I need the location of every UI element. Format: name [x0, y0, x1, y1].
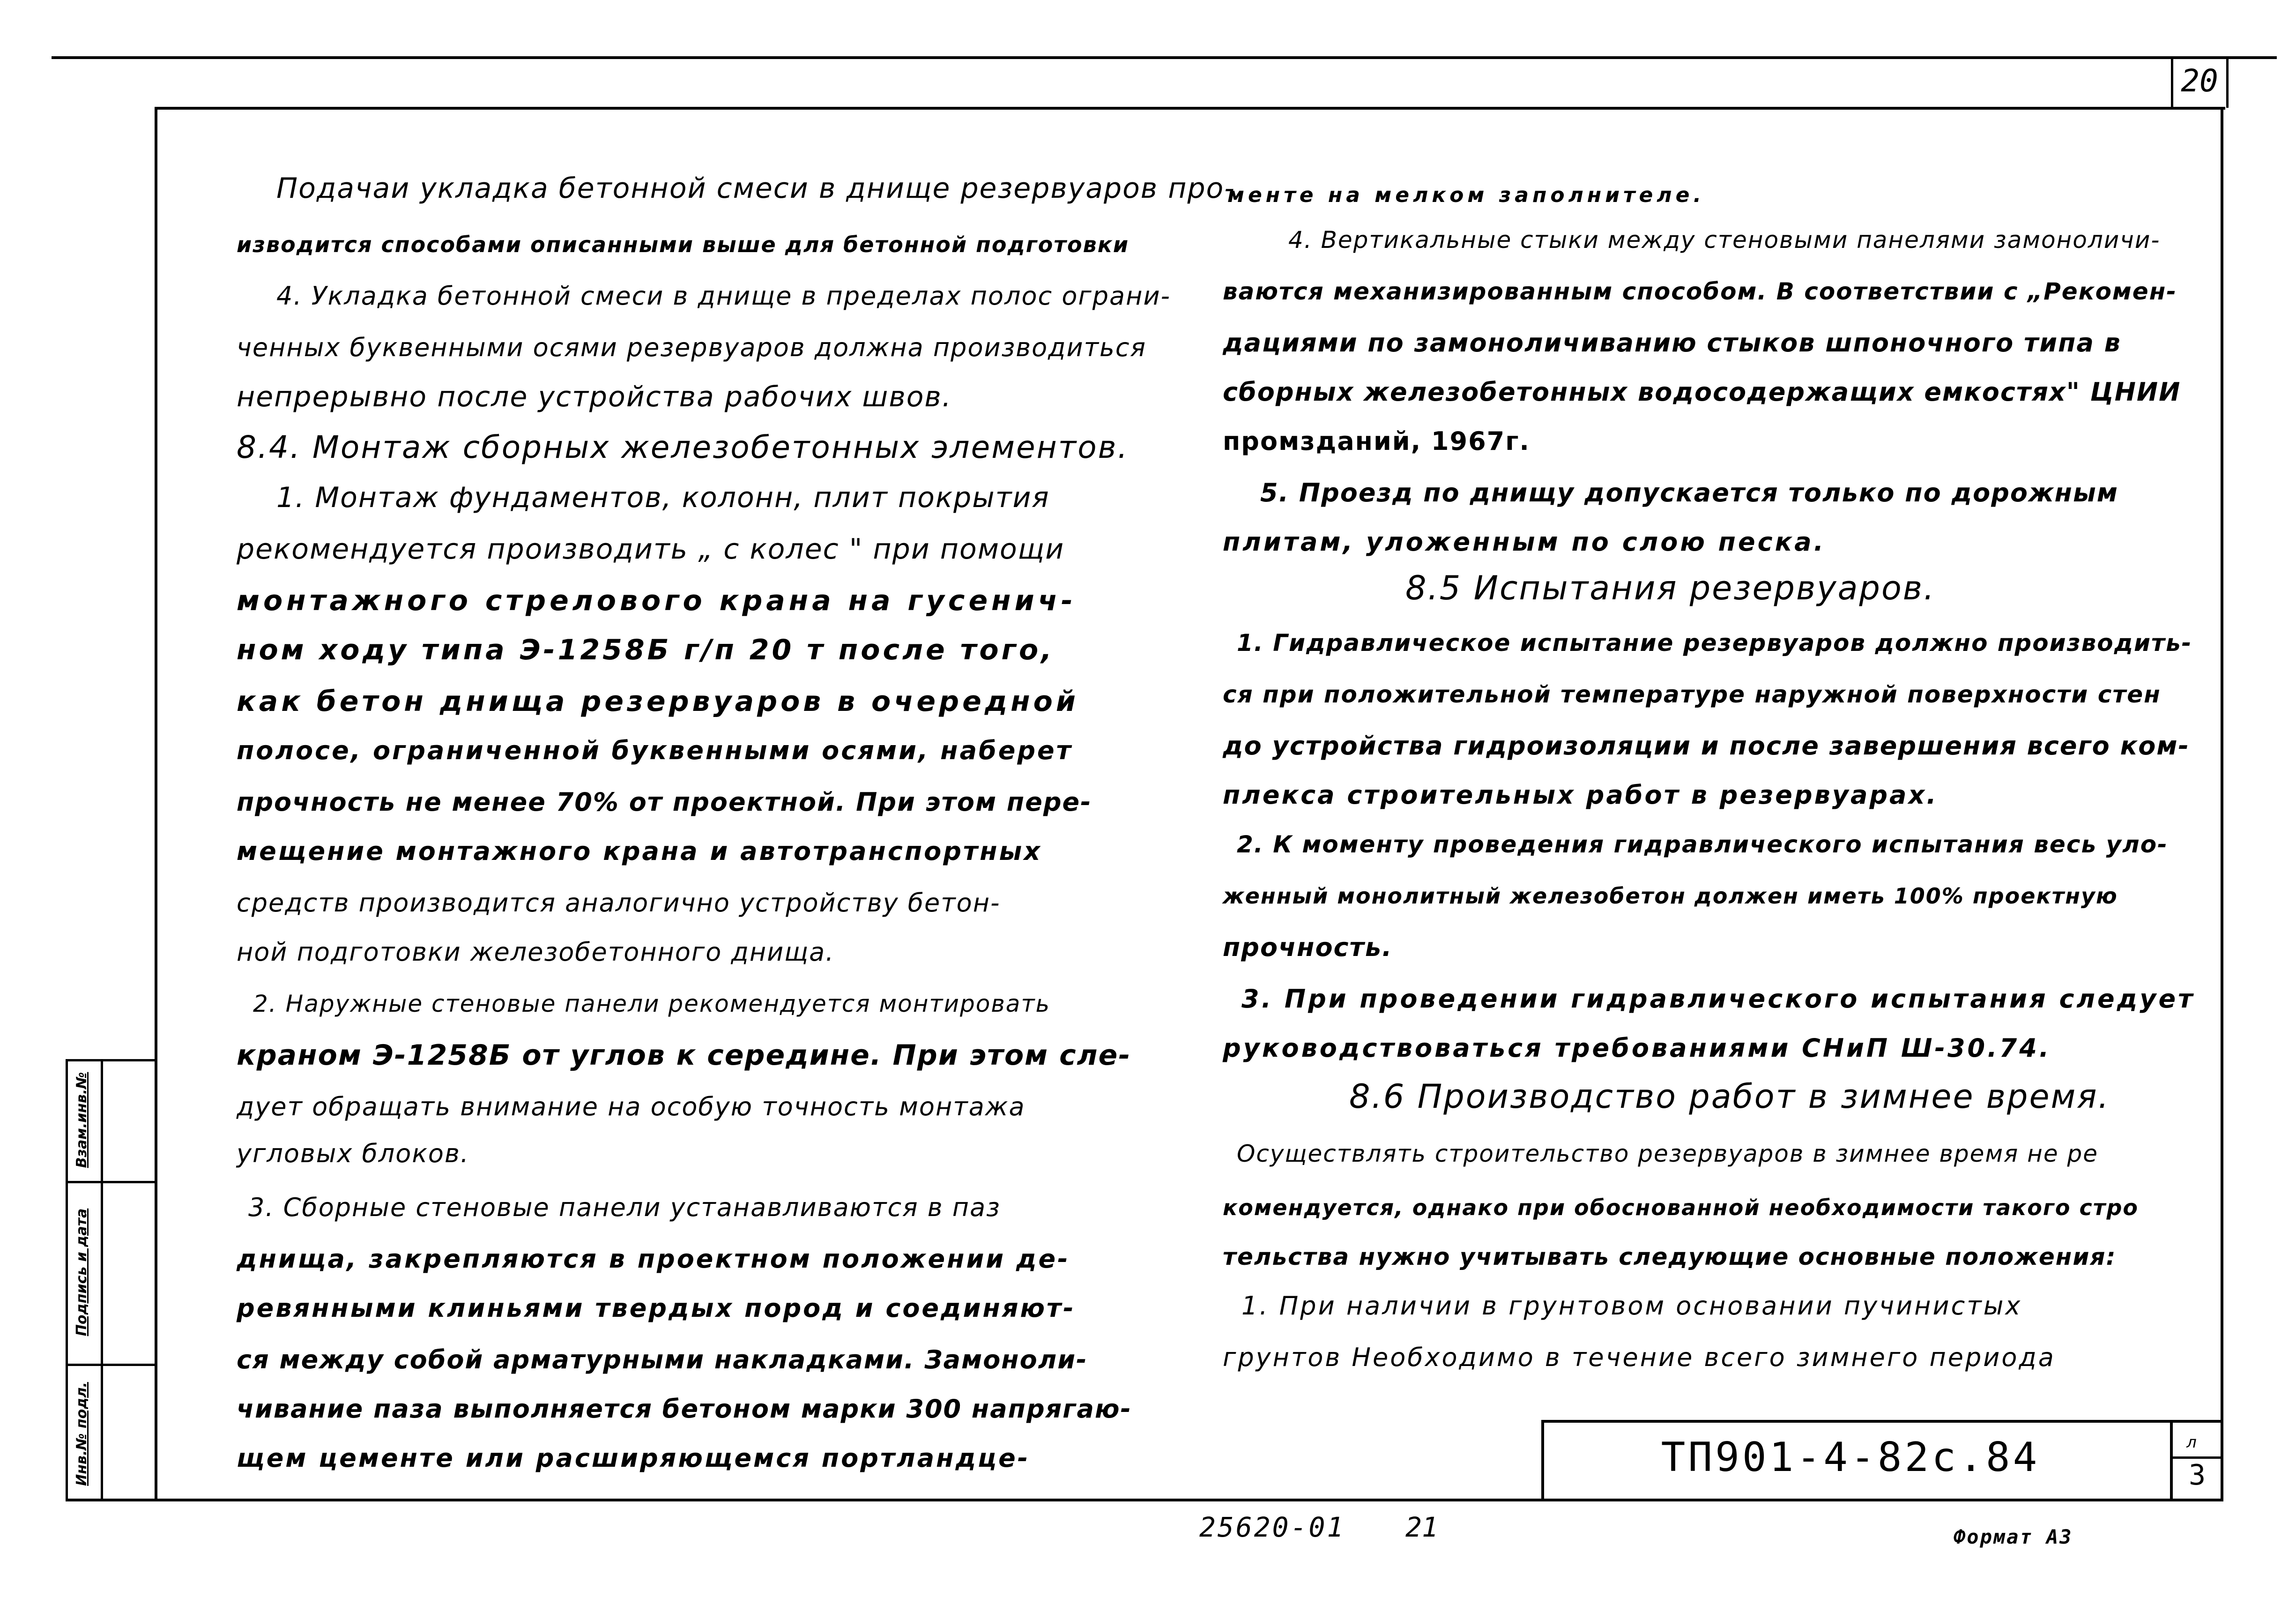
text-line: ваются механизированным способом. В соответствии с „Рекомен- [1223, 278, 2177, 305]
text-line: плитам, уложенным по слою песка. [1223, 527, 1826, 557]
frame-top-border [155, 107, 2225, 110]
section-heading-8-5: 8.5 Испытания резервуаров. [1405, 569, 1936, 607]
document-code: ТП901-4-82с.84 [1661, 1434, 2040, 1481]
text-line: плекса строительных работ в резервуарах. [1223, 780, 1938, 810]
text-line: прочность не менее 70% от проектной. При этом пере- [237, 787, 1092, 817]
page-number: 20 [2181, 63, 2218, 99]
text-line: прочность. [1223, 933, 1393, 962]
side-label-inventory: Инв.№ подл. [74, 1382, 90, 1486]
text-line: тельства нужно учитывать следующие основные положения: [1223, 1243, 2117, 1270]
section-heading-8-6: 8.6 Производство работ в зимнее время. [1349, 1077, 2110, 1116]
text-line: рекомендуется производить „ с колес " при помощи [237, 533, 1065, 566]
frame-right-border [2221, 107, 2223, 1501]
text-line: краном Э-1258Б от углов к середине. При этом сле- [237, 1039, 1131, 1072]
page-number-box-right [2226, 56, 2229, 108]
text-line: 3. Сборные стеновые панели устанавливаются в паз [248, 1193, 1001, 1222]
text-line: женный монолитный железобетон должен иметь 100% проектную [1223, 883, 2118, 909]
text-line: промзданий, 1967г. [1223, 426, 1530, 456]
text-line: дациями по замоноличиванию стыков шпоночного типа в [1223, 328, 2121, 358]
frame-bottom-border [66, 1499, 2223, 1501]
text-line: ся между собой арматурными накладками. Замоноли- [237, 1345, 1088, 1374]
paper-format: Формат А3 [1954, 1525, 2073, 1548]
text-line: полосе, ограниченной буквенными осями, наберет [237, 736, 1073, 765]
text-line: 4. Вертикальные стыки между стеновыми панелями замоноличи- [1288, 226, 2161, 254]
text-line: 5. Проезд по днищу допускается только по дорожным [1260, 478, 2118, 508]
text-line: ся при положительной температуре наружной поверхности стен [1223, 681, 2161, 708]
text-line: ной подготовки железобетонного днища. [237, 937, 835, 967]
top-rule [52, 56, 2277, 59]
sheet-number: 3 [2188, 1459, 2206, 1492]
text-line: 1. Монтаж фундаментов, колонн, плит покрытия [276, 481, 1050, 514]
side-label-signature-date: Подпись и дата [74, 1208, 90, 1336]
text-line: днища, закрепляются в проектном положении де- [237, 1244, 1070, 1274]
text-line: как бетон днища резервуаров в очередной [237, 685, 1079, 718]
text-line: мещение монтажного крана и автотранспортных [237, 836, 1042, 866]
text-line: грунтов Необходимо в течение всего зимнего периода [1223, 1343, 2056, 1372]
page-number-box-left [2171, 56, 2173, 108]
text-line: непрерывно после устройства рабочих швов. [237, 381, 952, 413]
frame-left-border [155, 109, 157, 1501]
text-line: 2. К моменту проведения гидравлического испытания весь уло- [1237, 831, 2168, 858]
stamp-left-border [1541, 1420, 1544, 1501]
text-line: ченных буквенными осями резервуаров должна производиться [237, 333, 1147, 362]
side-strip-outer-border [66, 1059, 68, 1501]
text-line: 2. Наружные стеновые панели рекомендуется монтировать [253, 990, 1051, 1017]
text-line: Подачаи укладка бетонной смеси в днище резервуаров про- [276, 172, 1235, 205]
text-line: чивание паза выполняется бетоном марки 300 напрягаю- [237, 1394, 1132, 1424]
text-line: ревянными клиньями твердых пород и соединяют- [237, 1293, 1076, 1323]
text-line: средств производится аналогично устройству бетон- [237, 888, 1001, 918]
document-number: 25620-01 [1199, 1511, 1345, 1543]
text-line: сборных железобетонных водосодержащих емкостях" ЦНИИ [1223, 377, 2181, 407]
text-line: руководствоваться требованиями СНиП Ш-30.74. [1223, 1033, 2051, 1063]
text-line: изводится способами описанными выше для бетонной подготовки [237, 232, 1129, 257]
side-label-replaced-inventory: Взам.инв.№ [74, 1072, 90, 1168]
sheet-label: л [2186, 1433, 2197, 1452]
text-line: комендуется, однако при обоснованной необходимости такого стро [1223, 1195, 2139, 1220]
bottom-sheet-number: 21 [1405, 1511, 1438, 1543]
text-line: менте на мелком заполнителе. [1227, 183, 1705, 207]
text-line: 4. Укладка бетонной смеси в днище в пределах полос ограни- [276, 281, 1171, 311]
text-line: 1. При наличии в грунтовом основании пучинистых [1241, 1291, 2022, 1321]
stamp-top-border [1541, 1420, 2223, 1423]
text-line: угловых блоков. [237, 1139, 469, 1168]
text-line: Осуществлять строительство резервуаров в зимнее время не ре [1237, 1140, 2098, 1167]
text-line: до устройства гидроизоляции и после завершения всего ком- [1223, 731, 2190, 761]
text-line: 1. Гидравлическое испытание резервуаров должно производить- [1237, 629, 2192, 657]
text-line: монтажного стрелового крана на гусенич- [237, 584, 1077, 617]
text-line: ном ходу типа Э-1258Б г/п 20 т после того, [237, 634, 1055, 666]
text-line: дует обращать внимание на особую точность монтажа [237, 1092, 1025, 1121]
side-strip-inner-border [101, 1059, 103, 1501]
text-line: щем цементе или расширяющемся портландце- [237, 1443, 1030, 1473]
stamp-sheet-divider [2170, 1420, 2173, 1501]
section-heading-8-4: 8.4. Монтаж сборных железобетонных элементов. [237, 429, 1129, 465]
text-line: 3. При проведении гидравлического испытания следует [1241, 984, 2195, 1014]
